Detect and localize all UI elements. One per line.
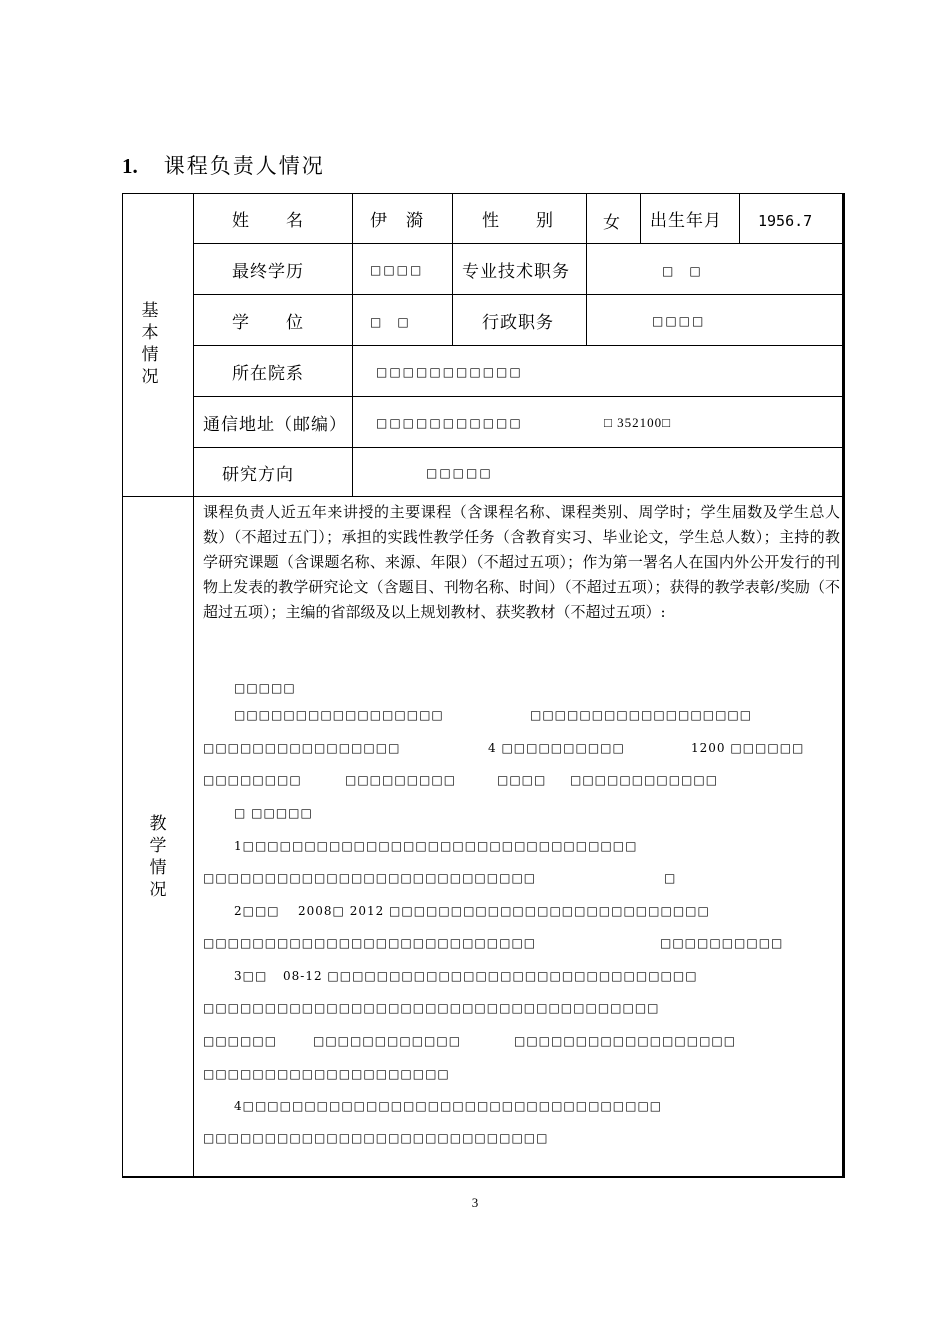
teaching-line: □□□□□□□□□□	[660, 936, 784, 950]
teaching-line: □	[664, 871, 677, 885]
section-heading	[122, 150, 325, 180]
teaching-line: □□□□□□□□□□□□□□□□□□□□□□□□□□□□	[203, 1131, 549, 1145]
teaching-instructions: 课程负责人近五年来讲授的主要课程（含课程名称、课程类别、周学时；学生届数及学生总人数）（不超过五门）；承担的实践性教学任务（含教育实习、毕业论文，学生总人数）；主持的教学研究课题（含课题名称、来源、年限）（不超过五项）；作为第一署名人在国内外公开发行的刊物上发表的教学研究论文（含题目、刊物名称、时间）（不超过五项）；获得的教学表彰/奖励（不超过五项）；主编的省部级及以上规划教材、获奖教材（不超过五项）:	[203, 503, 840, 621]
teaching-line: 2□□□	[234, 904, 280, 918]
column-divider	[640, 193, 641, 244]
teaching-line: □□□□□□□□□□□□□□□□□□	[530, 708, 753, 722]
degree-label: 学 位	[232, 312, 304, 333]
teaching-line: □□□□□□□□□□□□	[570, 773, 719, 787]
teaching-line: □□□□□□□□□□□□□□□□□□□□□□□□□□□	[203, 871, 537, 885]
column-divider	[739, 193, 740, 244]
column-divider	[352, 193, 353, 497]
research-label: 研究方向	[222, 464, 294, 485]
postcode-value: □ 352100□	[604, 415, 671, 430]
teaching-info-label: 教学情况	[149, 814, 167, 900]
teaching-line: 4□□□□□□□□□□□□□□□□□□□□□□□□□□□□□□□□□□	[234, 1099, 663, 1113]
teaching-line: 1□□□□□□□□□□□□□□□□□□□□□□□□□□□□□□□□	[234, 839, 638, 853]
education-value: □□□□	[370, 263, 424, 277]
research-value: □□□□□	[426, 466, 493, 480]
birth-label: 出生年月	[650, 211, 722, 231]
teaching-line: □□□□□□□□□□□□□□□□□	[234, 708, 444, 722]
tech-title-value: □ □	[662, 263, 703, 278]
teaching-line: 1200 □□□□□□	[691, 741, 805, 755]
teaching-line: □□□□□□□□□□□□□□□□□□□□	[203, 1067, 450, 1081]
column-divider	[586, 193, 587, 346]
teaching-line: 2008□ 2012 □□□□□□□□□□□□□□□□□□□□□□□□□□	[298, 904, 710, 918]
admin-value: □□□□	[652, 314, 706, 328]
teaching-line: □□□□	[497, 773, 547, 787]
teaching-line: □□□□□□□□□□□□□□□□□□	[514, 1034, 737, 1048]
teaching-line: □□□□□□□□	[203, 773, 302, 787]
teaching-line: □□□□□□□□□	[345, 773, 457, 787]
teaching-line: 08-12 □□□□□□□□□□□□□□□□□□□□□□□□□□□□□□	[283, 969, 698, 983]
department-label: 所在院系	[232, 363, 304, 384]
teaching-line: 3□□	[234, 969, 268, 983]
admin-label: 行政职务	[482, 312, 554, 333]
teaching-line: 4 □□□□□□□□□□	[488, 741, 625, 755]
section-title: 课程负责人情况	[163, 154, 325, 178]
department-value: □□□□□□□□□□□	[376, 365, 523, 379]
degree-value: □ □	[370, 314, 411, 329]
tech-title-label: 专业技术职务	[462, 261, 570, 282]
label-column-divider	[193, 193, 194, 1177]
name-label: 姓 名	[232, 211, 304, 231]
section-number: 1.	[122, 154, 138, 178]
teaching-line: □□□□□□	[203, 1034, 278, 1048]
teaching-line: □□□□□□□□□□□□□□□□□□□□□□□□□□□□□□□□□□□□□	[203, 1001, 660, 1015]
birth-value: 1956.7	[758, 211, 813, 230]
gender-value: 女	[603, 212, 620, 233]
teaching-line: □□□□□□□□□□□□□□□□	[203, 741, 401, 755]
page-number: 3	[471, 1195, 479, 1210]
basic-info-label: 基本情况	[141, 301, 159, 387]
teaching-line: □□□□□□□□□□□□	[313, 1034, 462, 1048]
gender-label: 性 别	[482, 211, 554, 231]
teaching-line: □ □□□□□	[234, 806, 313, 820]
column-divider	[452, 193, 453, 346]
name-value: 伊 漪	[370, 211, 424, 231]
teaching-line: □□□□□	[234, 681, 296, 695]
address-value: □□□□□□□□□□□	[376, 416, 523, 430]
education-label: 最终学历	[232, 261, 304, 282]
teaching-line: □□□□□□□□□□□□□□□□□□□□□□□□□□□	[203, 936, 537, 950]
address-label: 通信地址（邮编）	[203, 414, 347, 435]
